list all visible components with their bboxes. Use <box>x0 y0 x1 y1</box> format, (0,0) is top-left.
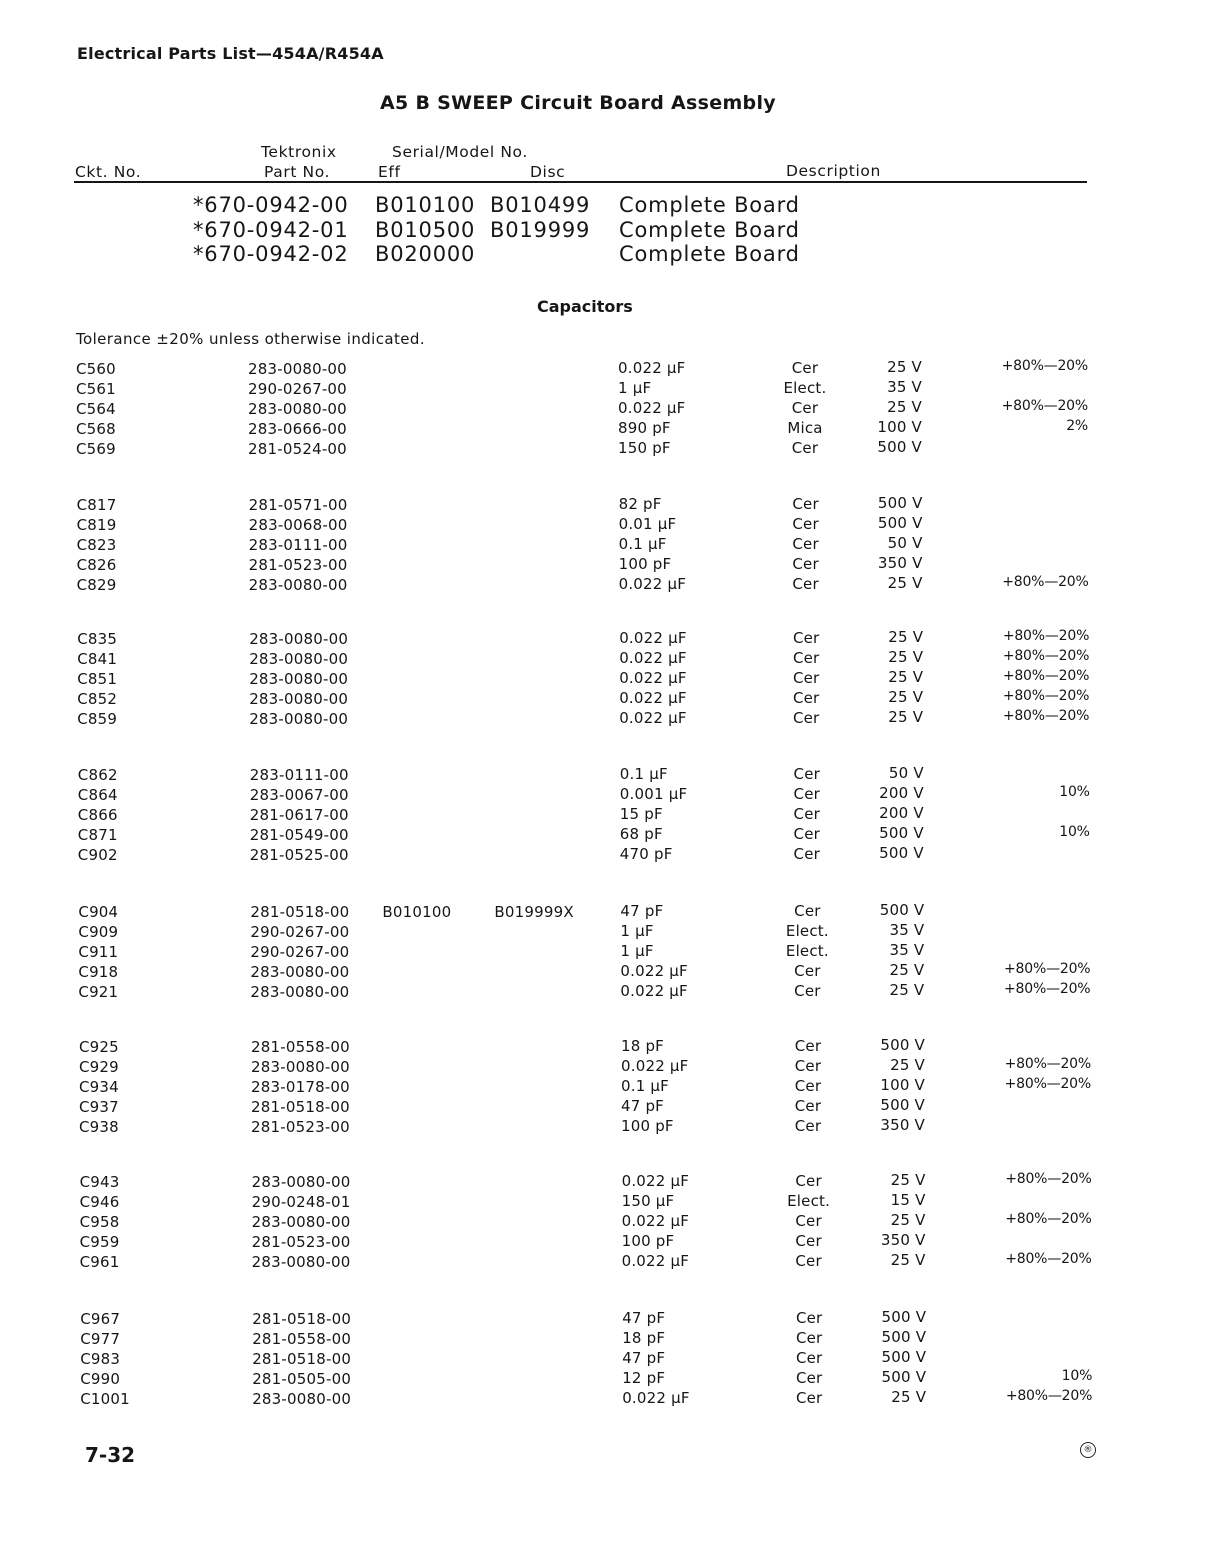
dielectric-type: Cer <box>791 359 819 377</box>
circuit-number: C904 <box>78 903 119 921</box>
dielectric-type: Cer <box>795 1212 822 1230</box>
part-number: 281-0523-00 <box>251 1118 350 1136</box>
capacitance-value: 0.022 µF <box>621 1172 690 1190</box>
dielectric-type: Cer <box>792 629 820 647</box>
circuit-number: C851 <box>77 670 118 688</box>
capacitance-value: 0.022 µF <box>621 1252 690 1270</box>
circuit-number: C977 <box>80 1330 121 1348</box>
capacitance-value: 100 pF <box>621 1117 674 1135</box>
board-part-number: *670-0942-00 <box>193 193 349 217</box>
board-serial-disc: B019999 <box>490 217 591 242</box>
circuit-number: C909 <box>78 923 119 941</box>
capacitance-value: 0.022 µF <box>619 629 687 647</box>
voltage-rating: 500 V <box>879 844 924 862</box>
tolerance-value: +80%—20% <box>1005 1251 1092 1267</box>
circuit-number: C1001 <box>80 1390 130 1408</box>
capacitance-value: 68 pF <box>619 825 663 843</box>
part-number: 283-0178-00 <box>251 1078 350 1096</box>
circuit-number: C959 <box>79 1233 120 1251</box>
voltage-rating: 350 V <box>877 554 923 572</box>
circuit-number: C961 <box>79 1253 120 1271</box>
voltage-rating: 25 V <box>888 688 924 706</box>
tolerance-value: +80%—20% <box>1004 1056 1091 1072</box>
capacitors-title: Capacitors <box>537 297 633 316</box>
circuit-number: C929 <box>79 1058 119 1076</box>
serial-eff: B010100 <box>382 903 452 921</box>
capacitance-value: 15 pF <box>619 805 663 823</box>
capacitance-value: 150 µF <box>621 1192 675 1210</box>
circuit-number: C946 <box>79 1193 120 1211</box>
dielectric-type: Cer <box>794 1037 822 1055</box>
voltage-rating: 25 V <box>891 1388 927 1406</box>
voltage-rating: 35 V <box>887 378 922 396</box>
tolerance-value: +80%—20% <box>1001 358 1088 374</box>
voltage-rating: 500 V <box>881 1308 927 1326</box>
dielectric-type: Cer <box>792 649 820 667</box>
dielectric-type: Cer <box>795 1389 823 1407</box>
part-number: 281-0505-00 <box>252 1370 352 1388</box>
circuit-number: C911 <box>78 943 119 961</box>
circuit-number: C864 <box>77 786 118 804</box>
voltage-rating: 35 V <box>889 921 925 939</box>
capacitance-value: 0.01 µF <box>618 515 677 533</box>
dielectric-type: Cer <box>794 1117 822 1135</box>
circuit-number: C859 <box>77 710 118 728</box>
dielectric-type: Cer <box>792 535 819 553</box>
circuit-number: C817 <box>76 496 117 514</box>
capacitance-value: 0.022 µF <box>621 1212 690 1230</box>
part-number: 290-0267-00 <box>250 923 350 941</box>
voltage-rating: 500 V <box>881 1368 927 1386</box>
part-number: 281-0525-00 <box>249 846 349 864</box>
capacitance-value: 47 pF <box>622 1309 666 1327</box>
part-number: 281-0571-00 <box>248 496 348 514</box>
circuit-number: C852 <box>77 690 118 708</box>
board-serial-eff: B020000 <box>375 242 476 266</box>
voltage-rating: 25 V <box>890 1171 926 1189</box>
part-number: 283-0080-00 <box>249 670 349 688</box>
circuit-number: C925 <box>79 1038 119 1056</box>
board-serial-disc: B010499 <box>490 193 591 217</box>
circuit-number: C921 <box>78 983 119 1001</box>
col-head-description: Description <box>786 162 881 180</box>
circuit-number: C937 <box>79 1098 119 1116</box>
capacitance-value: 0.022 µF <box>619 689 687 707</box>
voltage-rating: 25 V <box>888 628 924 646</box>
tolerance-value: +80%—20% <box>1005 1211 1092 1227</box>
capacitance-value: 12 pF <box>622 1369 666 1387</box>
part-number: 283-0080-00 <box>252 1390 352 1408</box>
circuit-number: C568 <box>76 420 116 438</box>
capacitance-value: 100 pF <box>618 555 672 573</box>
page-number: 7-32 <box>85 1443 136 1467</box>
dielectric-type: Cer <box>792 689 820 707</box>
circuit-number: C871 <box>77 826 118 844</box>
part-number: 283-0068-00 <box>248 516 348 534</box>
voltage-rating: 15 V <box>890 1191 926 1209</box>
voltage-rating: 200 V <box>879 804 924 822</box>
capacitance-value: 0.022 µF <box>621 1057 689 1075</box>
board-part-number: *670-0942-01 <box>193 217 349 242</box>
capacitance-value: 47 pF <box>621 1097 665 1115</box>
page-header: Electrical Parts List—454A/R454A <box>77 44 384 63</box>
voltage-rating: 350 V <box>880 1116 925 1134</box>
part-number: 281-0518-00 <box>252 1350 352 1368</box>
dielectric-type: Cer <box>792 669 820 687</box>
voltage-rating: 25 V <box>888 648 924 666</box>
circuit-number: C564 <box>76 400 116 418</box>
part-number: 281-0549-00 <box>249 826 349 844</box>
voltage-rating: 500 V <box>880 1096 925 1114</box>
tolerance-value: +80%—20% <box>1005 1171 1092 1187</box>
circuit-number: C866 <box>77 806 118 824</box>
part-number: 283-0080-00 <box>251 1173 351 1191</box>
dielectric-type: Cer <box>795 1369 823 1387</box>
dielectric-type: Cer <box>795 1349 823 1367</box>
voltage-rating: 25 V <box>890 1251 926 1269</box>
voltage-rating: 500 V <box>879 824 924 842</box>
col-head-eff: Eff <box>378 163 401 181</box>
capacitance-value: 47 pF <box>620 902 664 920</box>
dielectric-type: Cer <box>794 1097 822 1115</box>
capacitance-value: 1 µF <box>618 379 652 397</box>
capacitance-value: 890 pF <box>618 419 671 437</box>
part-number: 283-0067-00 <box>249 786 349 804</box>
circuit-number: C983 <box>80 1350 121 1368</box>
part-number: 290-0267-00 <box>248 380 347 398</box>
part-number: 281-0523-00 <box>251 1233 351 1251</box>
voltage-rating: 50 V <box>888 764 924 782</box>
board-serial-eff: B010500 <box>375 217 476 242</box>
circuit-number: C569 <box>76 440 116 458</box>
voltage-rating: 350 V <box>880 1231 926 1249</box>
dielectric-type: Cer <box>793 825 821 843</box>
capacitance-value: 18 pF <box>621 1037 665 1055</box>
voltage-rating: 500 V <box>877 514 923 532</box>
publisher-logo: ® <box>1080 1442 1096 1458</box>
tolerance-value: +80%—20% <box>1005 1388 1093 1404</box>
voltage-rating: 50 V <box>887 534 923 552</box>
capacitance-value: 82 pF <box>618 495 662 513</box>
voltage-rating: 500 V <box>879 901 925 919</box>
part-number: 283-0666-00 <box>248 420 347 438</box>
voltage-rating: 25 V <box>890 1056 925 1074</box>
part-number: 283-0080-00 <box>248 400 347 418</box>
part-number: 281-0617-00 <box>249 806 349 824</box>
part-number: 281-0524-00 <box>248 440 347 458</box>
board-part-number: *670-0942-02 <box>193 242 349 266</box>
capacitance-value: 0.022 µF <box>619 709 687 727</box>
dielectric-type: Cer <box>792 515 819 533</box>
tolerance-value: +80%—20% <box>1002 668 1090 684</box>
tolerance-value: +80%—20% <box>1001 398 1088 414</box>
part-number: 283-0080-00 <box>251 1058 350 1076</box>
board-serial-eff: B010100 <box>375 193 476 217</box>
voltage-rating: 25 V <box>890 1211 926 1229</box>
dielectric-type: Cer <box>793 845 821 863</box>
part-number: 281-0523-00 <box>248 556 348 574</box>
dielectric-type: Cer <box>794 902 821 920</box>
board-description: Complete Board <box>619 242 800 266</box>
col-head-part-no: Part No. <box>264 163 331 181</box>
tolerance-value: 10% <box>1059 824 1090 840</box>
capacitance-value: 1 µF <box>620 942 654 960</box>
dielectric-type: Cer <box>793 785 821 803</box>
tolerance-value: +80%—20% <box>1002 574 1089 590</box>
voltage-rating: 100 V <box>877 418 922 436</box>
tolerance-value: +80%—20% <box>1004 981 1091 997</box>
dielectric-type: Cer <box>792 555 819 573</box>
voltage-rating: 25 V <box>888 668 924 686</box>
dielectric-type: Mica <box>787 419 823 437</box>
dielectric-type: Cer <box>793 805 821 823</box>
col-head-tektronix: Tektronix <box>261 143 337 161</box>
dielectric-type: Cer <box>794 962 821 980</box>
dielectric-type: Cer <box>795 1232 822 1250</box>
part-number: 281-0518-00 <box>251 1098 350 1116</box>
dielectric-type: Cer <box>795 1309 823 1327</box>
capacitance-value: 0.022 µF <box>619 649 687 667</box>
capacitance-value: 150 pF <box>618 439 671 457</box>
part-number: 283-0080-00 <box>249 690 349 708</box>
part-number: 290-0248-01 <box>251 1193 351 1211</box>
circuit-number: C829 <box>76 576 117 594</box>
voltage-rating: 25 V <box>887 574 923 592</box>
board-description: Complete Board <box>619 217 800 242</box>
part-number: 281-0558-00 <box>252 1330 352 1348</box>
tolerance-value: +80%—20% <box>1002 628 1090 644</box>
capacitance-value: 0.1 µF <box>621 1077 669 1095</box>
capacitance-value: 0.022 µF <box>618 359 686 377</box>
circuit-number: C938 <box>79 1118 119 1136</box>
part-number: 283-0080-00 <box>248 360 347 378</box>
circuit-number: C560 <box>76 360 116 378</box>
col-head-serial-model: Serial/Model No. <box>392 143 528 161</box>
serial-disc: B019999X <box>494 903 574 921</box>
part-number: 283-0080-00 <box>249 710 349 728</box>
capacitance-value: 100 pF <box>621 1232 675 1250</box>
part-number: 290-0267-00 <box>250 943 350 961</box>
circuit-number: C967 <box>80 1310 121 1328</box>
capacitance-value: 0.022 µF <box>618 399 686 417</box>
circuit-number: C561 <box>76 380 116 398</box>
tolerance-value: +80%—20% <box>1004 1076 1091 1092</box>
header-rule <box>74 181 1087 183</box>
capacitance-value: 0.001 µF <box>619 785 688 803</box>
part-number: 283-0111-00 <box>249 766 349 784</box>
circuit-number: C990 <box>80 1370 121 1388</box>
part-number: 283-0080-00 <box>251 1213 351 1231</box>
circuit-number: C918 <box>78 963 119 981</box>
circuit-number: C958 <box>79 1213 120 1231</box>
dielectric-type: Cer <box>792 575 819 593</box>
part-number: 281-0518-00 <box>250 903 350 921</box>
voltage-rating: 500 V <box>880 1036 925 1054</box>
dielectric-type: Cer <box>794 982 821 1000</box>
dielectric-type: Cer <box>794 1077 822 1095</box>
dielectric-type: Cer <box>792 709 820 727</box>
voltage-rating: 25 V <box>889 981 925 999</box>
voltage-rating: 500 V <box>877 438 922 456</box>
capacitance-value: 1 µF <box>620 922 654 940</box>
dielectric-type: Elect. <box>787 1192 831 1210</box>
tolerance-value: +80%—20% <box>1004 961 1091 977</box>
dielectric-type: Elect. <box>785 922 829 940</box>
circuit-number: C819 <box>76 516 117 534</box>
col-head-disc: Disc <box>530 163 566 181</box>
tolerance-value: +80%—20% <box>1002 648 1090 664</box>
voltage-rating: 35 V <box>889 941 925 959</box>
part-number: 283-0080-00 <box>248 576 348 594</box>
voltage-rating: 25 V <box>889 961 925 979</box>
tolerance-value: 10% <box>1059 784 1090 800</box>
dielectric-type: Cer <box>795 1329 823 1347</box>
capacitance-value: 470 pF <box>619 845 673 863</box>
circuit-number: C943 <box>79 1173 120 1191</box>
page-title: A5 B SWEEP Circuit Board Assembly <box>380 92 776 114</box>
part-number: 281-0558-00 <box>251 1038 350 1056</box>
dielectric-type: Cer <box>795 1252 822 1270</box>
capacitance-value: 0.022 µF <box>620 962 688 980</box>
voltage-rating: 500 V <box>877 494 923 512</box>
dielectric-type: Cer <box>793 765 821 783</box>
tolerance-value: 10% <box>1061 1368 1093 1384</box>
part-number: 283-0080-00 <box>250 963 350 981</box>
dielectric-type: Elect. <box>783 379 827 397</box>
circuit-number: C902 <box>77 846 118 864</box>
col-head-ckt-no: Ckt. No. <box>75 163 142 181</box>
voltage-rating: 500 V <box>881 1348 927 1366</box>
circuit-number: C862 <box>77 766 118 784</box>
part-number: 283-0080-00 <box>249 630 349 648</box>
voltage-rating: 25 V <box>887 398 922 416</box>
part-number: 283-0080-00 <box>250 983 350 1001</box>
capacitance-value: 0.022 µF <box>620 982 688 1000</box>
voltage-rating: 100 V <box>880 1076 925 1094</box>
voltage-rating: 25 V <box>887 358 922 376</box>
capacitance-value: 47 pF <box>622 1349 666 1367</box>
tolerance-note: Tolerance ±20% unless otherwise indicated. <box>76 330 425 348</box>
capacitance-value: 0.1 µF <box>619 765 668 783</box>
capacitance-value: 0.1 µF <box>618 535 667 553</box>
tolerance-value: 2% <box>1066 418 1088 434</box>
board-description: Complete Board <box>619 193 800 217</box>
dielectric-type: Cer <box>791 439 819 457</box>
capacitance-value: 0.022 µF <box>619 669 687 687</box>
circuit-number: C835 <box>77 630 118 648</box>
voltage-rating: 500 V <box>881 1328 927 1346</box>
part-number: 281-0518-00 <box>252 1310 352 1328</box>
capacitance-value: 0.022 µF <box>622 1389 690 1407</box>
tolerance-value: +80%—20% <box>1002 708 1090 724</box>
capacitance-value: 0.022 µF <box>618 575 687 593</box>
circuit-number: C841 <box>77 650 118 668</box>
part-number: 283-0111-00 <box>248 536 348 554</box>
dielectric-type: Cer <box>791 399 819 417</box>
tolerance-value: +80%—20% <box>1002 688 1090 704</box>
dielectric-type: Cer <box>794 1057 822 1075</box>
capacitance-value: 18 pF <box>622 1329 666 1347</box>
part-number: 283-0080-00 <box>249 650 349 668</box>
part-number: 283-0080-00 <box>251 1253 351 1271</box>
voltage-rating: 200 V <box>879 784 924 802</box>
circuit-number: C826 <box>76 556 117 574</box>
dielectric-type: Cer <box>795 1172 822 1190</box>
voltage-rating: 25 V <box>888 708 924 726</box>
circuit-number: C934 <box>79 1078 119 1096</box>
dielectric-type: Elect. <box>785 942 829 960</box>
circuit-number: C823 <box>76 536 117 554</box>
dielectric-type: Cer <box>792 495 819 513</box>
